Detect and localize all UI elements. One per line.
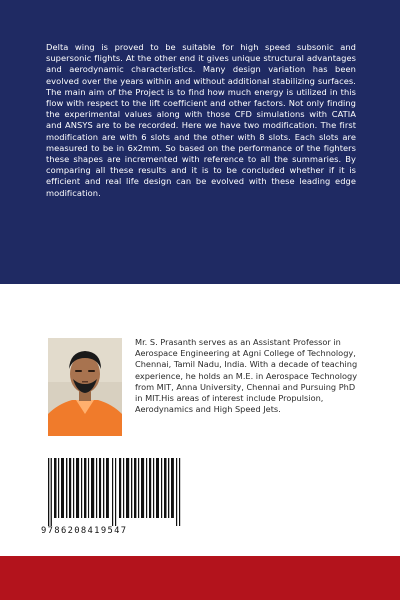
back-cover-description-panel [0, 0, 400, 284]
book-description: Delta wing is proved to be suitable for high speed subsonic and supersonic flights. At the other end it gives unique structural advantages and aerodynamic characteristics. Many design variation has been evolved over the years within and without additional stabilizing surfaces. The main aim of the Project is to find how much energy is utilized in this flow with respect to the lift coefficient and other factors. Not only finding the experimental values along with those CFD simulations with CATIA and ANSYS are to be recorded. Here we have two modification. The first modification are with 6 slots and the other with 8 slots. Each slots are measured to be in 6x2mm. So based on the performance of the fighters these shapes are incremented with reference to all the summaries. By comparing all these results and it is to be concluded whether if it is efficient and real life design can be evolved with these leading edge modification. [46, 42, 356, 198]
bottom-red-band [0, 556, 400, 600]
isbn-number: 9786208419547 [41, 526, 128, 536]
author-photo [48, 338, 122, 436]
isbn-barcode-block [40, 458, 191, 540]
isbn-barcode [48, 458, 184, 526]
author-bio: Mr. S. Prasanth serves as an Assistant Professor in Aerospace Engineering at Agni College of Technology, Chennai, Tamil Nadu, India. With a decade of teaching experience, he holds an M.E. in Aerospace Technology from MIT, Anna University, Chennai and Pursuing PhD in MIT.His areas of interest include Propulsion, Aerodynamics and High Speed Jets. [135, 337, 358, 415]
